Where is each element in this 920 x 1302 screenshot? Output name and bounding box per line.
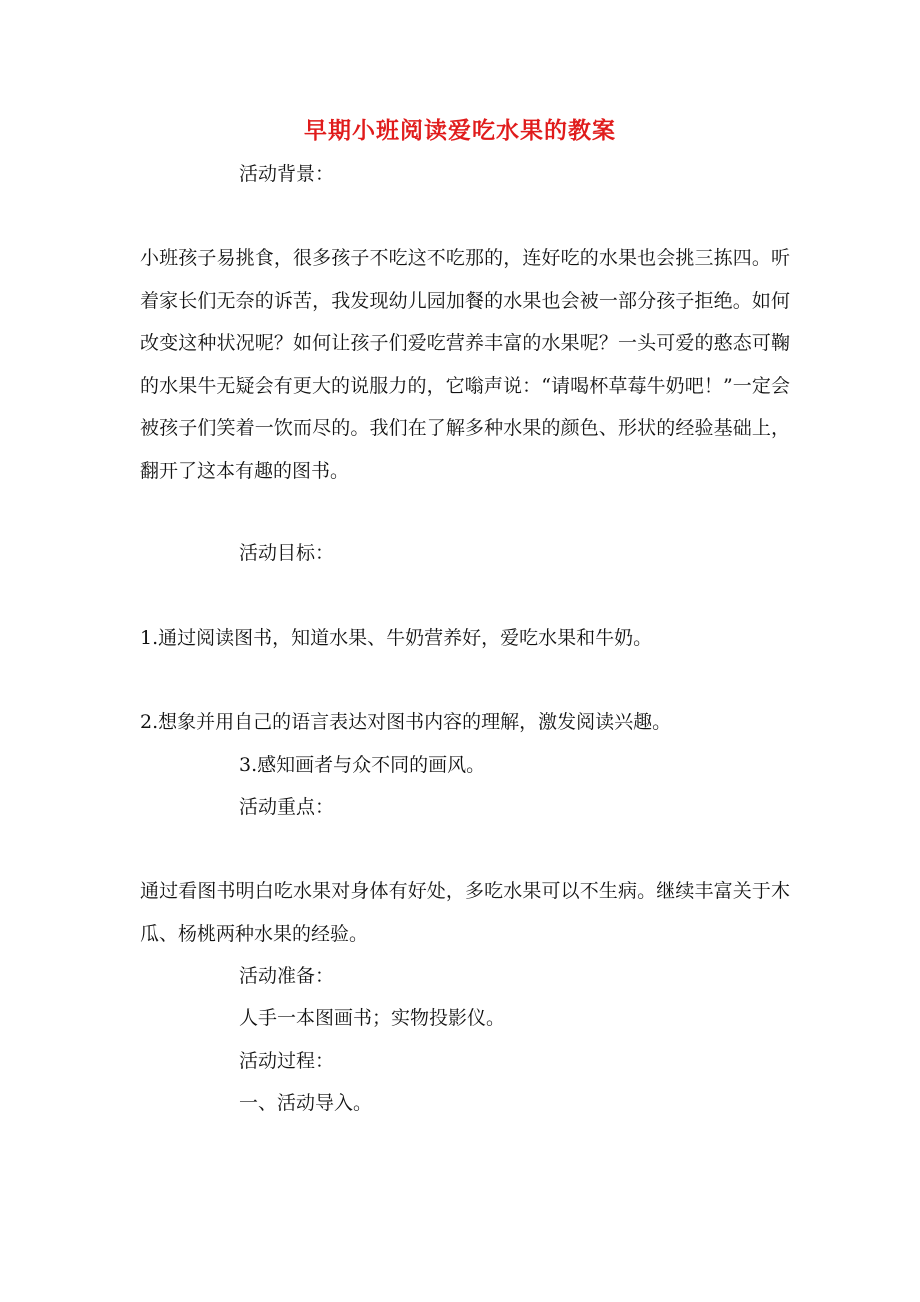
- goal-item-1: 1.通过阅读图书，知道水果、牛奶营养好，爱吃水果和牛奶。: [140, 627, 653, 649]
- prep-heading: 活动准备：: [239, 965, 335, 987]
- goals-heading: 活动目标：: [239, 542, 335, 564]
- prep-body: 人手一本图画书；实物投影仪。: [239, 1007, 506, 1029]
- background-heading: 活动背景：: [239, 163, 335, 185]
- process-step-1: 一、活动导入。: [239, 1092, 373, 1114]
- process-heading: 活动过程：: [239, 1050, 335, 1072]
- goal-item-3: 3.感知画者与众不同的画风。: [239, 754, 486, 776]
- goal-item-2: 2.想象并用自己的语言表达对图书内容的理解，激发阅读兴趣。: [140, 711, 672, 733]
- focus-paragraph: 通过看图书明白吃水果对身体有好处，多吃水果可以不生病。继续丰富关于木瓜、杨桃两种水果的经验。: [140, 880, 790, 945]
- focus-heading: 活动重点：: [239, 796, 335, 818]
- background-paragraph: 小班孩子易挑食，很多孩子不吃这不吃那的，连好吃的水果也会挑三拣四。听着家长们无奈的诉苦，我发现幼儿园加餐的水果也会被一部分孩子拒绝。如何改变这种状况呢？如何让孩子们爱吃营养丰富的水果呢？一头可爱的憨态可鞠的水果牛无疑会有更大的说服力的，它嗡声说：“请喝杯草莓牛奶吧！”一定会被孩子们笑着一饮而尽的。我们在了解多种水果的颜色、形状的经验基础上，翻开了这本有趣的图书。: [140, 247, 790, 482]
- document-title: 早期小班阅读爱吃水果的教案: [304, 117, 616, 144]
